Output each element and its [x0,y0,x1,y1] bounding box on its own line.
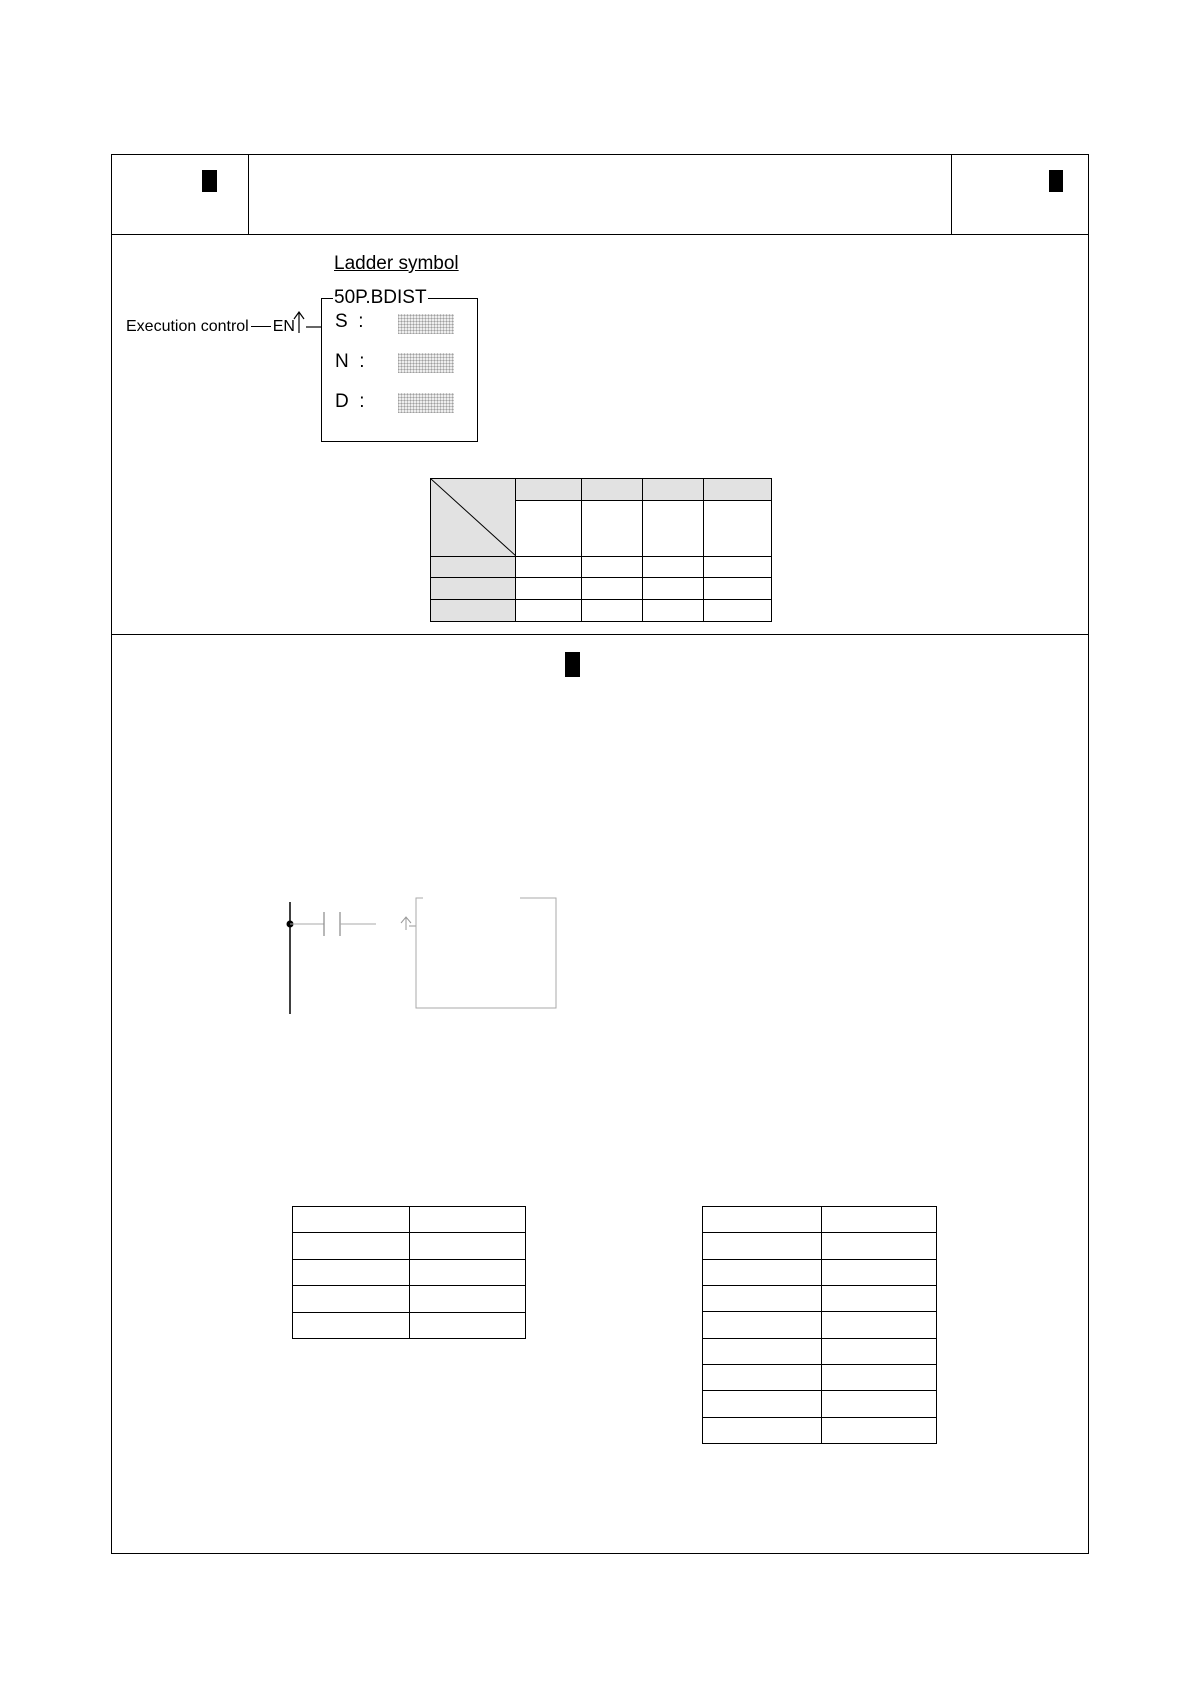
table-header-cell [703,479,771,501]
table-row [703,1207,937,1233]
table-cell [703,1391,822,1417]
table-cell [703,1233,822,1259]
table-cell [822,1312,937,1338]
table-cell [516,599,581,621]
exec-dash [251,326,271,327]
table-row [293,1259,526,1285]
table-row-header [431,556,516,577]
table-cell [516,556,581,577]
table-corner-cell [431,479,516,557]
table-cell [703,1207,822,1233]
operand-s: S : [335,311,364,332]
header-left-mark [202,170,217,192]
table-row [703,1285,937,1311]
ladder-symbol-title: Ladder symbol [334,253,459,274]
table-cell [410,1259,526,1285]
table-cell [293,1259,410,1285]
table-row [431,599,772,621]
table-cell [703,1338,822,1364]
table-cell [643,577,703,599]
table-header-cell [643,479,703,501]
table-cell [703,1259,822,1285]
table-cell [822,1207,937,1233]
table-row [293,1312,526,1338]
table-row [703,1364,937,1390]
section-divider [111,634,1089,635]
page-frame [111,154,1089,1554]
section-mark [565,652,580,677]
table-cell [703,501,771,556]
operand-n: N : [335,351,365,372]
table-cell [581,577,642,599]
table-cell [643,501,703,556]
header-right-mark [1049,170,1063,192]
table-cell [410,1207,526,1233]
table-row [431,556,772,577]
table-row-header [431,577,516,599]
table-cell [703,1417,822,1443]
table-cell [581,501,642,556]
header-left-divider [248,154,249,235]
operand-s-value-field [398,314,454,334]
table-cell [822,1233,937,1259]
table-cell [293,1207,410,1233]
table-row [431,577,772,599]
corner-diagonal [431,479,516,556]
table-row [703,1259,937,1285]
table-cell [703,1312,822,1338]
table-cell [703,556,771,577]
table-cell [822,1364,937,1390]
rising-edge-icon [293,310,323,334]
example-table-left [292,1206,526,1339]
table-cell [643,599,703,621]
table-header-cell [516,479,581,501]
function-block-name: 50P.BDIST [334,287,427,308]
header-bottom-rule [111,234,1089,235]
table-cell [822,1391,937,1417]
table-row [293,1233,526,1259]
example-table-right [702,1206,937,1444]
execution-control-label [126,318,295,336]
table-row [703,1417,937,1443]
ladder-program-diagram [280,890,570,1020]
operand-table [430,478,772,622]
table-cell [293,1233,410,1259]
table-cell [822,1417,937,1443]
table-cell [410,1312,526,1338]
table-cell [703,577,771,599]
execution-control-text: Execution control [126,318,249,335]
table-header-cell [581,479,642,501]
table-cell [516,577,581,599]
table-row-header [431,599,516,621]
table-row [293,1286,526,1312]
operand-d: D : [335,391,365,412]
table-cell [643,556,703,577]
table-cell [581,599,642,621]
table-cell [703,1364,822,1390]
table-cell [516,501,581,556]
header-right-divider [951,154,952,235]
operand-d-value-field [398,393,454,413]
table-cell [293,1312,410,1338]
table-cell [410,1233,526,1259]
table-row [293,1207,526,1233]
table-cell [410,1286,526,1312]
table-row [703,1338,937,1364]
table-row [703,1312,937,1338]
en-label: EN [272,318,295,335]
operand-n-value-field [398,353,454,373]
table-cell [581,556,642,577]
table-cell [293,1286,410,1312]
table-cell [703,1285,822,1311]
table-cell [822,1259,937,1285]
table-cell [822,1285,937,1311]
table-row [703,1233,937,1259]
table-cell [703,599,771,621]
table-cell [822,1338,937,1364]
table-row [703,1391,937,1417]
